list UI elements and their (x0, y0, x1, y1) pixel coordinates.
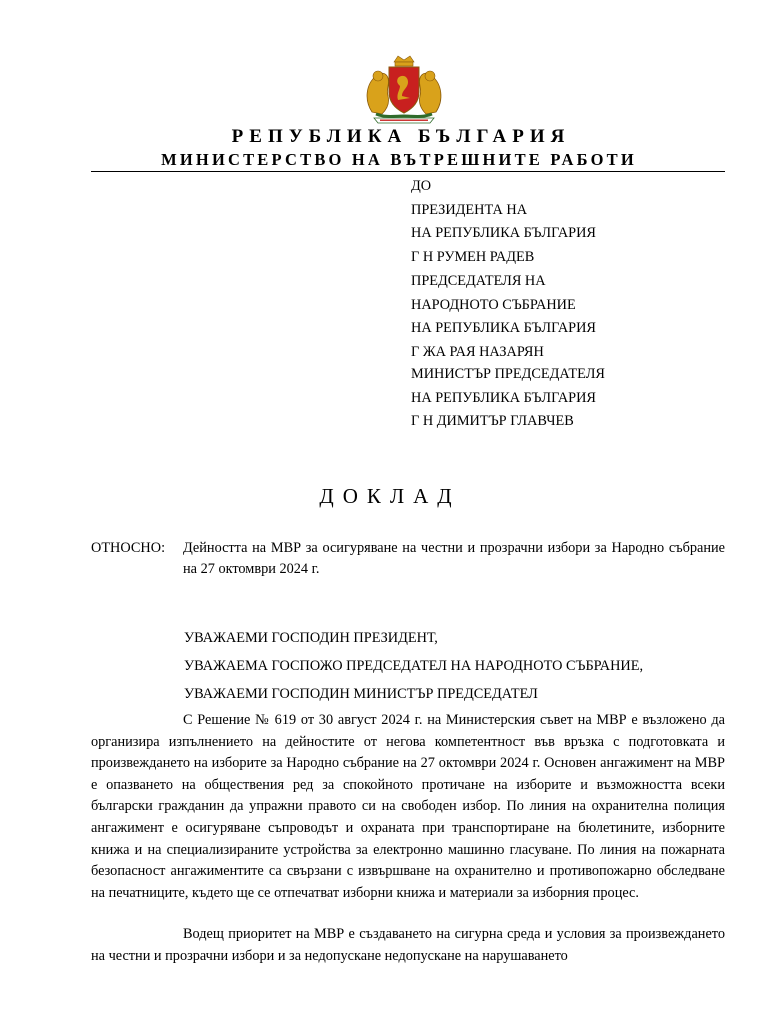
subject-text: Дейността на МВР за осигуряване на честни и прозрачни избори за Народно събрание на 27 октомври 2024 г. (183, 540, 725, 577)
recipient-line: МИНИСТЪР ПРЕДСЕДАТЕЛЯ (411, 366, 605, 382)
greeting-speaker: УВАЖАЕМА ГОСПОЖО ПРЕДСЕДАТЕЛ НА НАРОДНОТО СЪБРАНИЕ, (184, 658, 644, 674)
recipient-line: ДО (411, 178, 432, 194)
recipient-block-prime-minister (411, 363, 605, 434)
greeting-president: УВАЖАЕМИ ГОСПОДИН ПРЕЗИДЕНТ, (184, 630, 438, 646)
recipient-line: НА РЕПУБЛИКА БЪЛГАРИЯ (411, 225, 596, 241)
recipient-line: ПРЕЗИДЕНТА НА (411, 201, 528, 218)
recipient-line: НАРОДНОТО СЪБРАНИЕ (411, 296, 576, 313)
document-title: ДОКЛАД (319, 484, 461, 508)
recipient-block-president (411, 175, 596, 269)
recipient-line: ПРЕДСЕДАТЕЛЯ НА (411, 273, 546, 289)
body-paragraph: Водещ приоритет на МВР е създаването на сигурна среда и условия за произвеждането на честни и прозрачни избори и за недопускане недопускане на нарушаването (91, 926, 725, 964)
subject-label: ОТНОСНО: (91, 540, 166, 556)
subject-block (91, 538, 725, 580)
ministry-heading: МИНИСТЕРСТВО НА ВЪТРЕШНИТЕ РАБОТИ (161, 150, 637, 169)
recipient-line: Г Н ДИМИТЪР ГЛАВЧЕВ (411, 413, 574, 429)
recipient-block-speaker (411, 270, 596, 364)
coat-of-arms-icon (358, 54, 450, 124)
recipient-line: Г Н РУМЕН РАДЕВ (411, 248, 535, 265)
header-divider (91, 171, 725, 172)
recipient-line: Г ЖА РАЯ НАЗАРЯН (411, 343, 544, 360)
greeting-prime-minister: УВАЖАЕМИ ГОСПОДИН МИНИСТЪР ПРЕДСЕДАТЕЛ (184, 686, 538, 702)
republic-heading: РЕПУБЛИКА БЪЛГАРИЯ (231, 126, 571, 147)
recipient-line: НА РЕПУБЛИКА БЪЛГАРИЯ (411, 320, 596, 336)
body-paragraph: С Решение № 619 от 30 август 2024 г. на Министерския съвет на МВР е възложено да организира изпълнението на дейностите от негова компетентност във връзка с подготовката и произвеждането на изборите за Народно събрание на 27 октомври 2024 г. Основен ангажимент на МВР е опазването на обществения ред за спокойното протичане на изборите и възможността всеки български гражданин да упражни правото си на свободен избор. По линия на охранителна полиция ангажимент е осигуряване съпроводът и охраната при транспортиране на бюлетините, изборните книжа и на специализираните устройства за електронно машинно гласуване. По линия на пожарната безопасност ангажиментите са свързани с извършване на охранително и противопожарно обследване на печатниците, където ще се отпечатват изборни книжа и материали за изборния процес. (91, 712, 725, 901)
recipient-line: НА РЕПУБЛИКА БЪЛГАРИЯ (411, 389, 596, 406)
